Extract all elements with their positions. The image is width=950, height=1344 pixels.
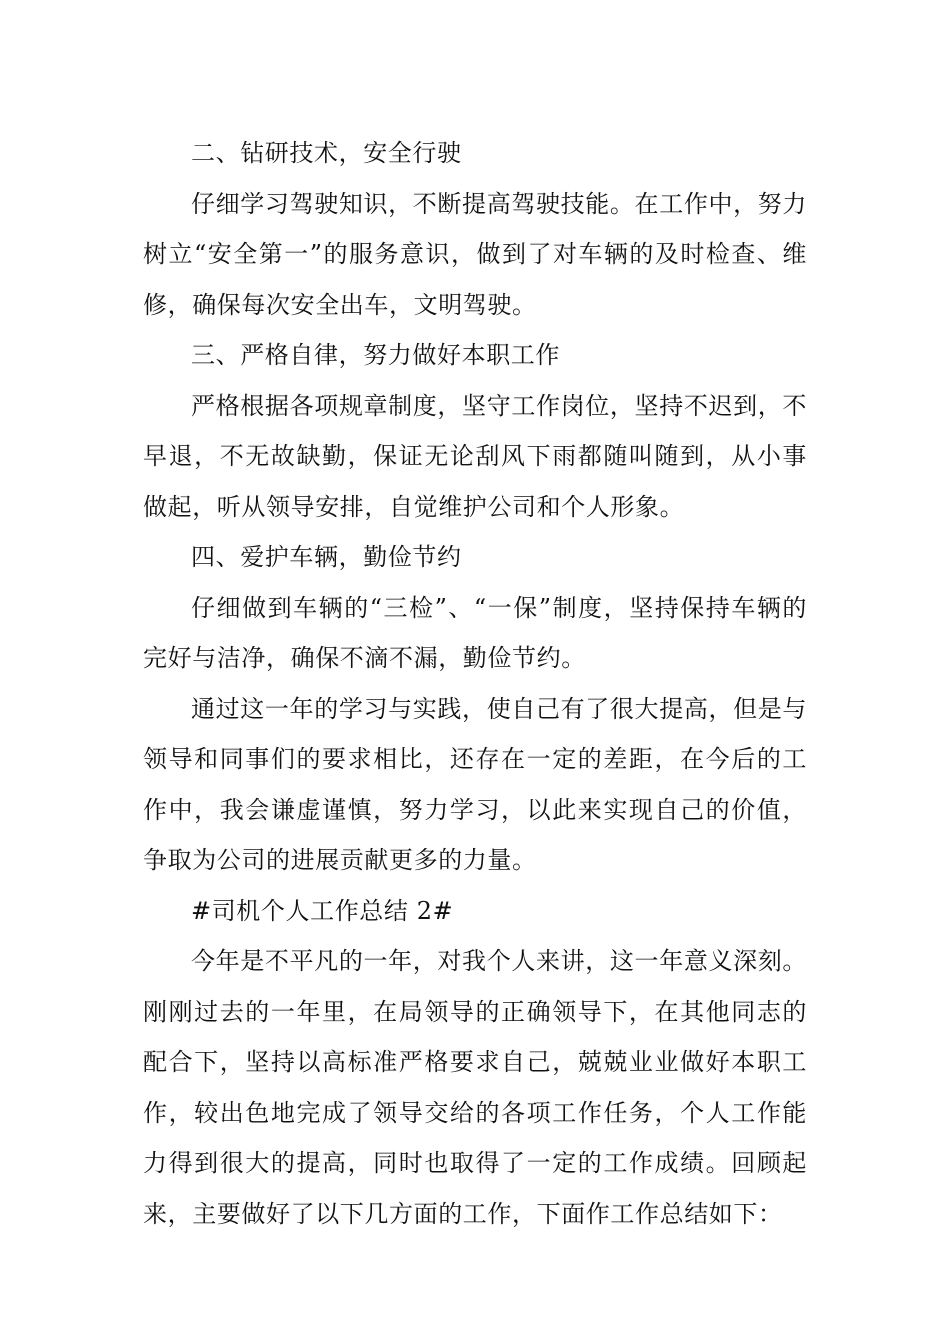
section-4-heading: 四、爱护车辆，勤俭节约 [191, 543, 462, 571]
section-2-heading: 二、钻研技术，安全行驶 [191, 139, 462, 167]
section-4-body: 仔细做到车辆的“三检”、“一保”制度，坚持保持车辆的完好与洁净，确保不滴不漏，勤俭节约。 [143, 593, 807, 672]
document-body [143, 128, 807, 1239]
summary-2-intro: 今年是不平凡的一年，对我个人来讲，这一年意义深刻。刚刚过去的一年里，在局领导的正确领导下，在其他同志的配合下，坚持以高标准严格要求自己，兢兢业业做好本职工作，较出色地完成了领导交给的各项工作任务，个人工作能力得到很大的提高，同时也取得了一定的工作成绩。回顾起来，主要做好了以下几方面的工作，下面作工作总结如下： [143, 947, 807, 1228]
closing-paragraph: 通过这一年的学习与实践，使自己有了很大提高，但是与领导和同事们的要求相比，还存在一定的差距，在今后的工作中，我会谦虚谨慎，努力学习，以此来实现自己的价值，争取为公司的进展贡献更多的力量。 [143, 694, 807, 874]
section-3-body: 严格根据各项规章制度，坚守工作岗位，坚持不迟到，不早退，不无故缺勤，保证无论刮风下雨都随叫随到，从小事做起，听从领导安排，自觉维护公司和个人形象。 [143, 391, 807, 521]
summary-2-title: #司机个人工作总结 2# [191, 896, 454, 925]
section-2-body: 仔细学习驾驶知识，不断提高驾驶技能。在工作中，努力树立“安全第一”的服务意识，做到了对车辆的及时检查、维修，确保每次安全出车，文明驾驶。 [143, 189, 807, 319]
section-3-heading: 三、严格自律，努力做好本职工作 [191, 341, 560, 369]
